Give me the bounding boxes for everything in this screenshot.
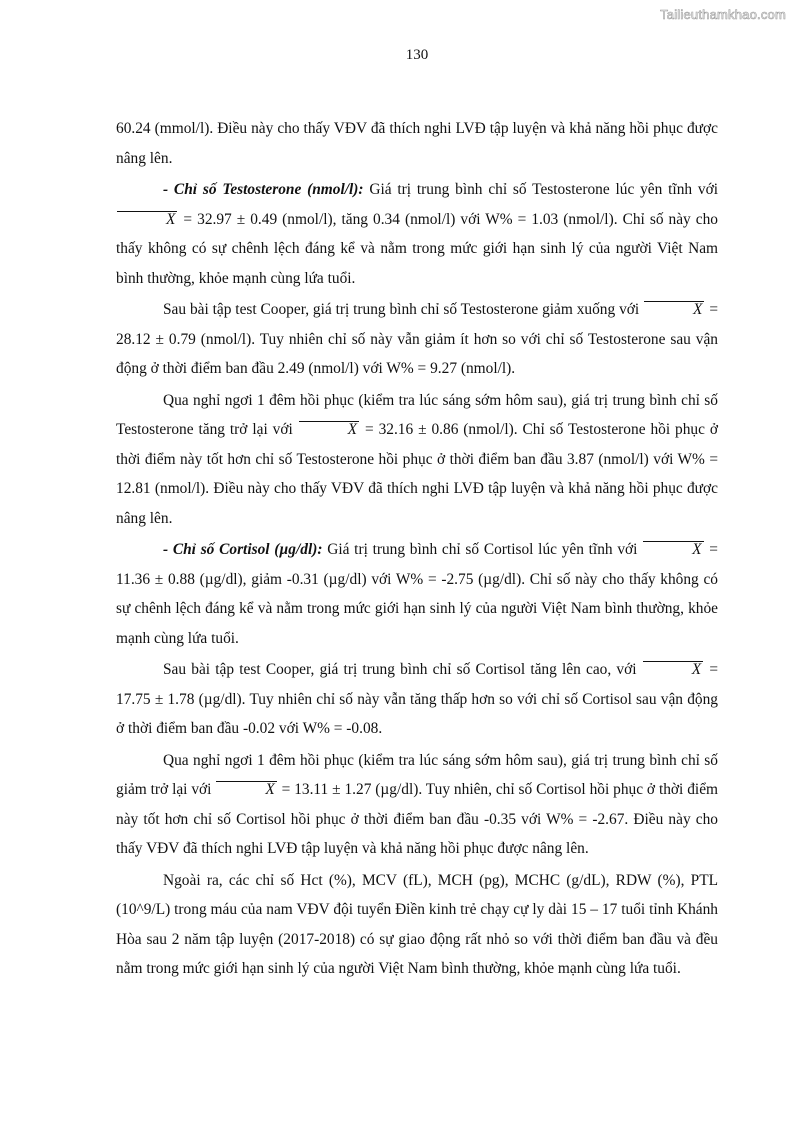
mean-symbol: X — [117, 211, 177, 227]
paragraph-testosterone-rest — [116, 175, 718, 293]
paragraph-cortisol-recovery — [116, 746, 718, 864]
paragraph-text: Qua nghỉ ngơi 1 đêm hồi phục (kiểm tra lúc sáng sớm hôm sau), giá trị trung bình chỉ số giảm trở lại với — [116, 751, 718, 798]
paragraph-text: Sau bài tập test Cooper, giá trị trung bình chỉ số Testosterone giảm xuống với — [163, 301, 644, 318]
watermark: Tailieuthamkhao.com — [660, 7, 786, 22]
paragraph-other-indices: Ngoài ra, các chỉ số Hct (%), MCV (fL), MCH (pg), MCHC (g/dL), RDW (%), PTL (10^9/L) trong máu của nam VĐV đội tuyển Điền kinh trẻ chạy cự ly dài 15 – 17 tuổi tỉnh Khánh Hòa sau 2 năm tập luyện (2017-2018) có sự giao động rất nhỏ so với thời điểm ban đầu và đều nằm trong mức giới hạn sinh lý của người Việt Nam bình thường, khỏe mạnh cùng lứa tuổi. — [116, 871, 718, 977]
mean-symbol: X — [643, 541, 703, 557]
paragraph-cortisol-cooper — [116, 655, 718, 744]
page-number: 130 — [405, 47, 429, 63]
paragraph-text: = 28.12 ± 0.79 (nmol/l). Tuy nhiên chỉ số này vẫn giảm ít hơn so với chỉ số Testosterone sau vận động ở thời điểm ban đầu 2.49 (nmol/l) với W% = 9.27 (nmol/l). — [116, 301, 718, 377]
paragraph-text: Qua nghỉ ngơi 1 đêm hồi phục (kiểm tra lúc sáng sớm hôm sau), giá trị trung bình chỉ số Testosterone tăng trở lại với — [116, 391, 718, 438]
paragraph-testosterone-cooper — [116, 295, 718, 384]
paragraph-text: Giá trị trung bình chỉ số Cortisol lúc yên tĩnh với — [322, 541, 643, 558]
paragraph-testosterone-recovery — [116, 386, 718, 534]
mean-symbol: X — [643, 661, 703, 677]
paragraph-text: = 32.97 ± 0.49 (nmol/l), tăng 0.34 (nmol/l) với W% = 1.03 (nmol/l). Chỉ số này cho thấy không có sự chênh lệch đáng kể và nằm trong mức giới hạn sinh lý của người Việt Nam bình thường, khỏe mạnh cùng lứa tuổi. — [116, 210, 718, 287]
mean-symbol: X — [299, 421, 359, 437]
section-heading-testosterone: - Chỉ số Testosterone (nmol/l): — [163, 181, 364, 198]
paragraph-text: = 13.11 ± 1.27 (µg/dl). Tuy nhiên, chỉ số Cortisol hồi phục ở thời điểm này tốt hơn chỉ số Cortisol hồi phục ở thời điểm ban đầu -0.35 với W% = -2.67. Điều này cho thấy VĐV đã thích nghi LVĐ tập luyện và khả năng hồi phục được nâng lên. — [116, 781, 718, 857]
document-body — [116, 114, 718, 986]
section-heading-cortisol: - Chỉ số Cortisol (µg/dl): — [163, 541, 323, 558]
paragraph-text: = 17.75 ± 1.78 (µg/dl). Tuy nhiên chỉ số này vẫn tăng thấp hơn so với chỉ số Cortisol sau vận động ở thời điểm ban đầu -0.02 với W% = -0.08. — [116, 661, 718, 737]
paragraph-text: = 11.36 ± 0.88 (µg/dl), giảm -0.31 (µg/dl) với W% = -2.75 (µg/dl). Chỉ số này cho thấy không có sự chênh lệch đáng kể và nằm trong mức giới hạn sinh lý của người Việt Nam bình thường, khỏe mạnh cùng lứa tuổi. — [116, 541, 718, 647]
mean-symbol: X — [216, 781, 276, 797]
paragraph-text: = 32.16 ± 0.86 (nmol/l). Chỉ số Testosterone hồi phục ở thời điểm này tốt hơn chỉ số Testosterone hồi phục ở thời điểm ban đầu 3.87 (nmol/l) với W% = 12.81 (nmol/l). Điều này cho thấy VĐV đã thích nghi LVĐ tập luyện và khả năng hồi phục được nâng lên. — [116, 421, 718, 527]
paragraph-cortisol-rest — [116, 535, 718, 653]
paragraph-text: Sau bài tập test Cooper, giá trị trung bình chỉ số Cortisol tăng lên cao, với — [163, 661, 642, 678]
paragraph-continuation: 60.24 (mmol/l). Điều này cho thấy VĐV đã thích nghi LVĐ tập luyện và khả năng hồi phục được nâng lên. — [116, 120, 718, 167]
mean-symbol: X — [644, 301, 704, 317]
paragraph-text: Giá trị trung bình chỉ số Testosterone lúc yên tĩnh với — [363, 181, 719, 198]
